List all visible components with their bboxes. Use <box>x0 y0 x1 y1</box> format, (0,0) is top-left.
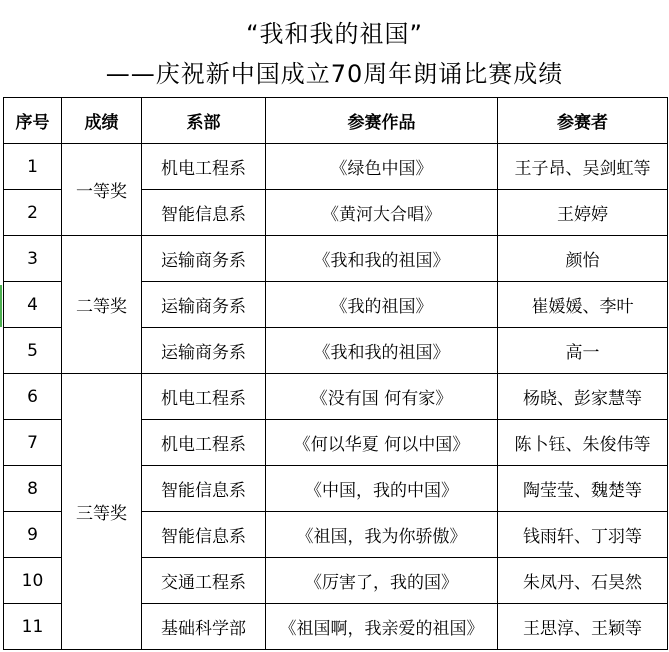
cell-work: 《祖国啊，我亲爱的祖国》 <box>266 604 498 650</box>
cell-work: 《我和我的祖国》 <box>266 328 498 374</box>
cell-work: 《我和我的祖国》 <box>266 236 498 282</box>
cell-no: 2 <box>4 190 62 236</box>
cell-no: 7 <box>4 420 62 466</box>
results-table <box>3 97 668 650</box>
cell-work: 《何以华夏 何以中国》 <box>266 420 498 466</box>
cell-contestants: 钱雨轩、丁羽等 <box>498 512 668 558</box>
cell-no: 10 <box>4 558 62 604</box>
selection-edge-marker <box>0 285 2 327</box>
cell-contestants: 崔媛媛、李叶 <box>498 282 668 328</box>
cell-no: 5 <box>4 328 62 374</box>
cell-dept: 智能信息系 <box>142 466 266 512</box>
cell-no: 9 <box>4 512 62 558</box>
cell-dept: 智能信息系 <box>142 190 266 236</box>
cell-contestants: 陶莹莹、魏楚等 <box>498 466 668 512</box>
cell-no: 11 <box>4 604 62 650</box>
header-award: 成绩 <box>62 98 142 144</box>
cell-no: 4 <box>4 282 62 328</box>
cell-work: 《我的祖国》 <box>266 282 498 328</box>
cell-dept: 机电工程系 <box>142 420 266 466</box>
header-no: 序号 <box>4 98 62 144</box>
cell-dept: 机电工程系 <box>142 374 266 420</box>
table-header-row <box>4 98 668 144</box>
title-line-1: “我和我的祖国” <box>246 20 423 48</box>
cell-work: 《绿色中国》 <box>266 144 498 190</box>
cell-contestants: 朱凤丹、石昊然 <box>498 558 668 604</box>
table-row <box>4 374 668 420</box>
table-row <box>4 236 668 282</box>
cell-no: 8 <box>4 466 62 512</box>
cell-dept: 智能信息系 <box>142 512 266 558</box>
cell-work: 《没有国 何有家》 <box>266 374 498 420</box>
cell-no: 3 <box>4 236 62 282</box>
cell-contestants: 杨晓、彭家慧等 <box>498 374 668 420</box>
title-line-2: ——庆祝新中国成立70周年朗诵比赛成绩 <box>105 60 564 88</box>
cell-no: 6 <box>4 374 62 420</box>
cell-dept: 运输商务系 <box>142 236 266 282</box>
cell-dept: 运输商务系 <box>142 328 266 374</box>
cell-award: 二等奖 <box>62 236 142 374</box>
cell-award: 一等奖 <box>62 144 142 236</box>
header-contestants: 参赛者 <box>498 98 668 144</box>
cell-contestants: 高一 <box>498 328 668 374</box>
cell-award: 三等奖 <box>62 374 142 650</box>
header-dept: 系部 <box>142 98 266 144</box>
cell-work: 《祖国，我为你骄傲》 <box>266 512 498 558</box>
cell-dept: 机电工程系 <box>142 144 266 190</box>
cell-work: 《厉害了，我的国》 <box>266 558 498 604</box>
cell-contestants: 王婷婷 <box>498 190 668 236</box>
cell-work: 《黄河大合唱》 <box>266 190 498 236</box>
cell-dept: 基础科学部 <box>142 604 266 650</box>
cell-contestants: 陈卜钰、朱俊伟等 <box>498 420 668 466</box>
cell-contestants: 颜怡 <box>498 236 668 282</box>
cell-contestants: 王思淳、王颖等 <box>498 604 668 650</box>
cell-dept: 运输商务系 <box>142 282 266 328</box>
cell-no: 1 <box>4 144 62 190</box>
cell-dept: 交通工程系 <box>142 558 266 604</box>
cell-contestants: 王子昂、吴剑虹等 <box>498 144 668 190</box>
header-work: 参赛作品 <box>266 98 498 144</box>
cell-work: 《中国，我的中国》 <box>266 466 498 512</box>
table-row <box>4 144 668 190</box>
